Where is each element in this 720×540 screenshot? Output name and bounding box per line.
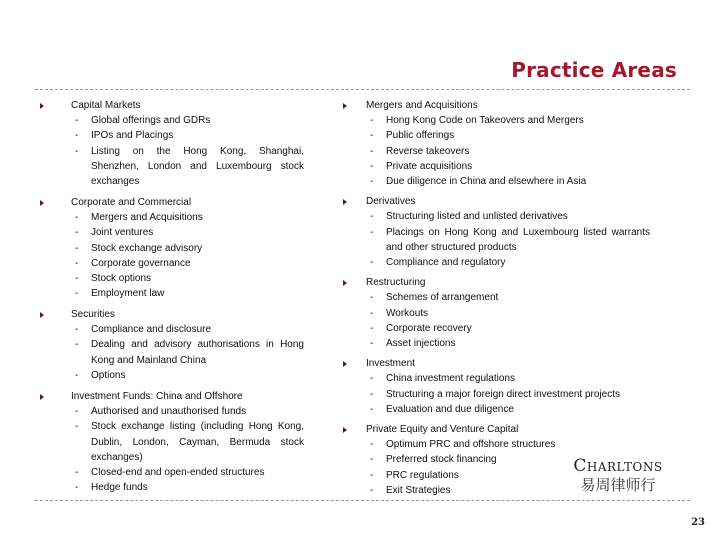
dash-marker: -: [370, 115, 374, 127]
dash-marker: -: [75, 145, 79, 157]
bullet-icon: [40, 103, 44, 109]
list-item-text: Joint ventures: [91, 227, 154, 239]
list-item-text: Corporate recovery: [386, 322, 472, 334]
section-heading: Restructuring: [366, 277, 426, 289]
list-item-text: Stock exchange advisory: [91, 242, 203, 254]
dash-marker: -: [370, 373, 374, 385]
dash-marker: -: [75, 115, 79, 127]
dash-marker: -: [75, 242, 79, 254]
section-heading: Mergers and Acquisitions: [366, 100, 478, 111]
list-item-text: Structuring a major foreign direct investment projects: [386, 388, 620, 400]
dash-marker: -: [75, 273, 79, 284]
top-divider: [35, 89, 690, 90]
list-item-text: Authorised and unauthorised funds: [91, 406, 247, 418]
dash-marker: -: [75, 130, 79, 142]
dash-marker: -: [75, 369, 79, 381]
section-heading: Investment: [366, 358, 415, 370]
dash-marker: -: [75, 339, 79, 351]
list-item-text: Hong Kong Code on Takeovers and Mergers: [386, 115, 584, 127]
dash-marker: -: [370, 388, 374, 400]
list-item-text: Stock exchange listing (including Hong Kong, Dublin, London, Cayman, Bermuda stock exchanges): [91, 421, 304, 463]
dash-marker: -: [370, 211, 374, 223]
list-item-text: Corporate governance: [91, 257, 191, 269]
dash-marker: -: [370, 145, 374, 157]
bullet-icon: [343, 427, 347, 433]
dash-marker: -: [370, 322, 374, 334]
dash-marker: -: [75, 227, 79, 239]
page-title: Practice Areas: [511, 58, 677, 82]
dash-marker: -: [370, 439, 374, 451]
list-item-text: Global offerings and GDRs: [91, 115, 211, 127]
list-item-text: Evaluation and due diligence: [386, 403, 514, 415]
list-item-text: Private acquisitions: [386, 160, 473, 172]
dash-marker: -: [75, 288, 79, 300]
dash-marker: -: [75, 467, 79, 478]
list-item-text: Options: [91, 369, 126, 381]
list-item-text: PRC regulations: [386, 469, 459, 481]
bullet-icon: [40, 312, 44, 318]
list-item-text: Listing on the Hong Kong, Shanghai, Shenzhen, London and Luxembourg stock exchanges: [91, 145, 304, 187]
list-item-text: Public offerings: [386, 130, 455, 142]
dash-marker: -: [370, 338, 374, 349]
list-item-text: Dealing and advisory authorisations in Hong Kong and Mainland China: [91, 339, 304, 366]
list-item-text: Compliance and disclosure: [91, 324, 212, 336]
dash-marker: -: [370, 307, 374, 319]
list-item-text: Asset injections: [386, 338, 456, 349]
section-heading: Investment Funds: China and Offshore: [71, 391, 243, 402]
list-item-text: Employment law: [91, 288, 165, 300]
list-item-text: Schemes of arrangement: [386, 292, 499, 304]
logo-name: Charltons: [573, 456, 663, 476]
dash-marker: -: [370, 484, 374, 496]
dash-marker: -: [370, 454, 374, 466]
list-item-text: Workouts: [386, 307, 429, 319]
list-item-text: Reverse takeovers: [386, 145, 470, 157]
dash-marker: -: [370, 257, 374, 268]
dash-marker: -: [370, 469, 374, 481]
section-heading: Derivatives: [366, 196, 416, 208]
list-item-text: Placings on Hong Kong and Luxembourg listed warrants and other structured products: [386, 226, 650, 253]
logo-chinese-name: 易周律师行: [580, 477, 656, 494]
list-item-text: Preferred stock financing: [386, 454, 497, 466]
dash-marker: -: [75, 421, 79, 433]
bullet-icon: [343, 103, 347, 109]
bullet-icon: [40, 394, 44, 400]
bullet-icon: [343, 199, 347, 205]
dash-marker: -: [75, 324, 79, 336]
dash-marker: -: [370, 292, 374, 304]
section-heading: Private Equity and Venture Capital: [366, 424, 519, 435]
dash-marker: -: [75, 257, 79, 269]
section-heading: Capital Markets: [71, 100, 141, 111]
list-item-text: Hedge funds: [91, 482, 148, 494]
list-item-text: Closed-end and open-ended structures: [91, 467, 265, 478]
list-item-text: Compliance and regulatory: [386, 257, 506, 268]
section-heading: Corporate and Commercial: [71, 197, 192, 208]
list-item-text: Exit Strategies: [386, 484, 451, 496]
list-item-text: Structuring listed and unlisted derivatives: [386, 211, 568, 223]
dash-marker: -: [75, 406, 79, 418]
list-item-text: China investment regulations: [386, 373, 515, 385]
dash-marker: -: [370, 226, 374, 238]
dash-marker: -: [75, 482, 79, 494]
bullet-icon: [343, 361, 347, 367]
list-item-text: Optimum PRC and offshore structures: [386, 439, 556, 451]
charltons-logo: [556, 456, 680, 496]
bullet-icon: [343, 280, 347, 286]
list-item-text: Mergers and Acquisitions: [91, 212, 203, 224]
page-number: 23: [691, 517, 705, 528]
dash-marker: -: [75, 212, 79, 224]
list-item-text: Due diligence in China and elsewhere in Asia: [386, 176, 587, 187]
bottom-divider: [35, 500, 690, 501]
dash-marker: -: [370, 403, 374, 415]
section-heading: Securities: [71, 309, 115, 320]
list-item-text: IPOs and Placings: [91, 130, 174, 142]
dash-marker: -: [370, 160, 374, 172]
list-item-text: Stock options: [91, 273, 152, 284]
dash-marker: -: [370, 130, 374, 142]
dash-marker: -: [370, 176, 374, 187]
bullet-icon: [40, 200, 44, 206]
